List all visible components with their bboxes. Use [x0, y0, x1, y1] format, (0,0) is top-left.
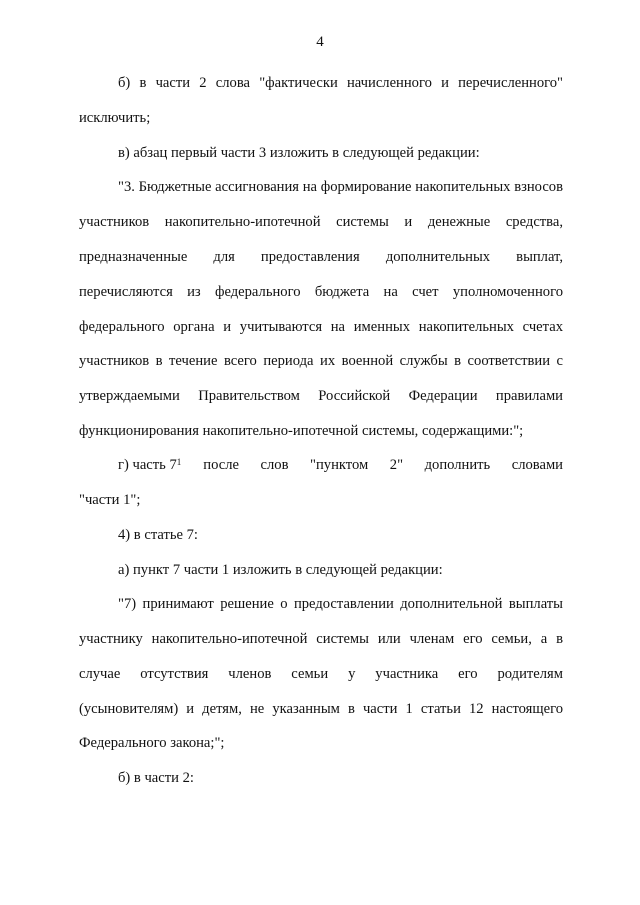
clause-g-rest: после слов "пунктом 2" дополнить словами	[203, 457, 563, 473]
quote-line: "3. Бюджетные ассигнования на формирование накопительных взносов	[118, 179, 563, 195]
quote-line: федерального органа и учитываются на именных накопительных счетах	[79, 319, 563, 335]
page-number: 4	[316, 34, 324, 50]
quote-line: Федерального закона;";	[79, 735, 225, 751]
quote-line: перечисляются из федерального бюджета на счет уполномоченного	[79, 284, 563, 300]
section-heading: 4) в статье 7:	[118, 527, 198, 543]
quote-line: участников накопительно-ипотечной системы и денежные средства,	[79, 214, 563, 230]
quote-line: участнику накопительно-ипотечной системы или членам его семьи, а в	[79, 631, 563, 647]
superscript: 1	[176, 457, 182, 467]
paragraph-line	[118, 456, 563, 474]
quote-line: (усыновителям) и детям, не указанным в части 1 статьи 12 настоящего	[79, 701, 563, 717]
paragraph-line: б) в части 2 слова "фактически начисленного и перечисленного"	[118, 75, 563, 91]
quote-line: предназначенные для предоставления дополнительных выплат,	[79, 249, 563, 265]
paragraph-line: б) в части 2:	[118, 770, 194, 786]
quote-line: функционирования накопительно-ипотечной системы, содержащими:";	[79, 423, 524, 439]
quote-line: утверждаемыми Правительством Российской Федерации правилами	[79, 388, 563, 404]
paragraph-line: в) абзац первый части 3 изложить в следующей редакции:	[118, 145, 480, 161]
quote-line: участников в течение всего периода их военной службы в соответствии с	[79, 353, 563, 369]
paragraph-line: исключить;	[79, 110, 151, 126]
quote-line: случае отсутствия членов семьи у участника его родителям	[79, 666, 563, 682]
clause-g: г) часть $7^1$	[118, 457, 182, 473]
paragraph-line: "части 1";	[79, 492, 141, 508]
quote-line: "7) принимают решение о предоставлении дополнительной выплаты	[118, 596, 563, 612]
paragraph-line: а) пункт 7 части 1 изложить в следующей редакции:	[118, 562, 443, 578]
